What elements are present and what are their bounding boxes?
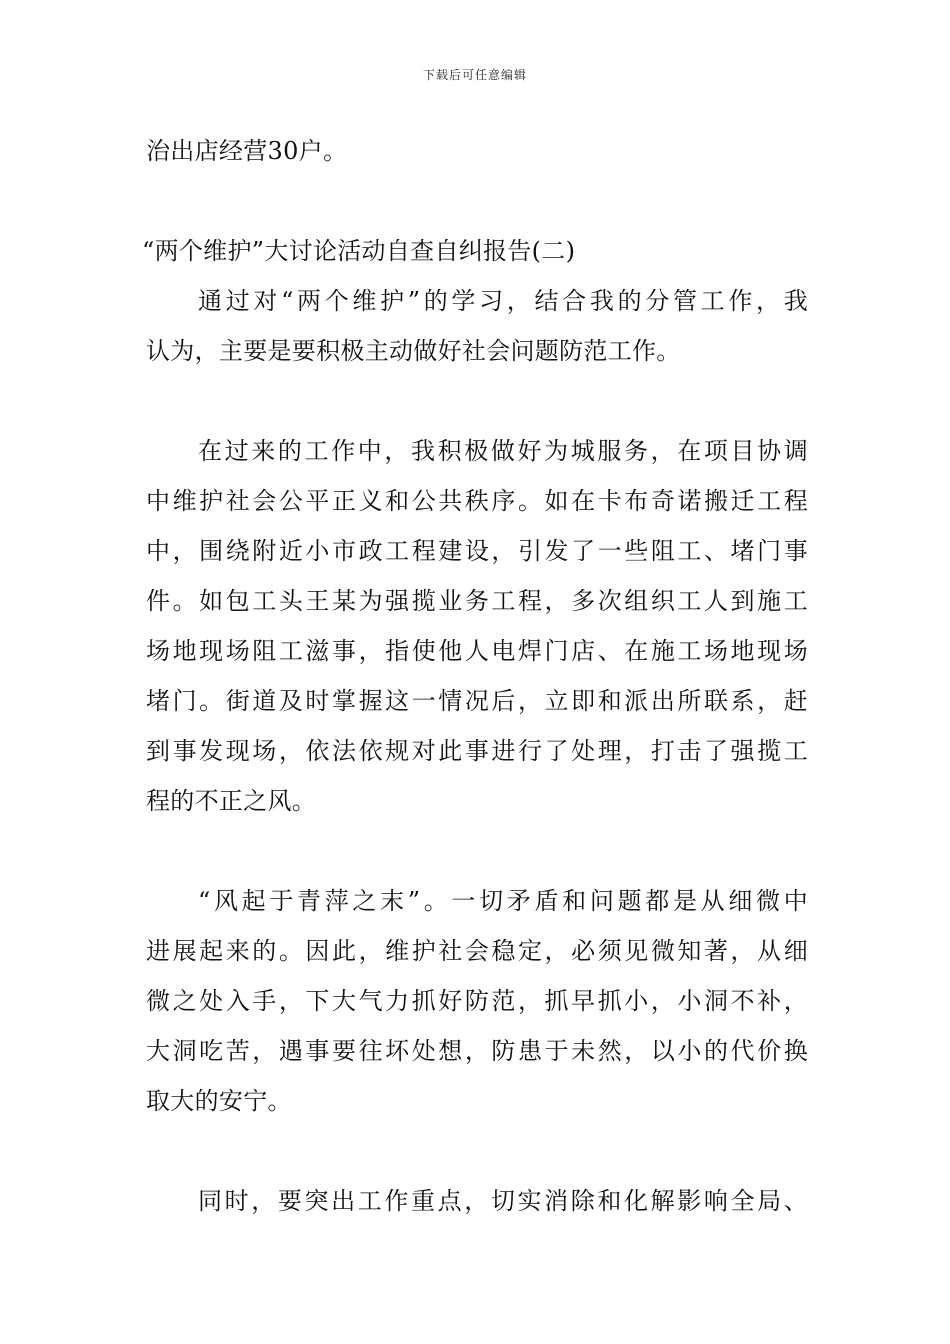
text-line: “风起于青萍之末”。一切矛盾和问题都是从细微中 xyxy=(198,887,808,915)
paragraph-3 xyxy=(146,876,808,1126)
text-line: 认为，主要是要积极主动做好社会问题防范工作。 xyxy=(146,337,681,365)
blank-line xyxy=(146,376,808,426)
page-header: 下载后可任意编辑 xyxy=(422,68,527,82)
text-line: 到事发现场，依法依规对此事进行了处理，打击了强揽工 xyxy=(146,737,808,765)
text-line: 微之处入手，下大气力抓好防范，抓早抓小，小洞不补， xyxy=(146,987,808,1015)
blank-line xyxy=(146,176,808,226)
text-line: 程的不正之风。 xyxy=(146,787,317,815)
blank-line xyxy=(146,826,808,876)
text-line: 进展起来的。因此，维护社会稳定，必须见微知著，从细 xyxy=(146,937,808,965)
blank-line xyxy=(146,1126,808,1176)
section-title: “两个维护”大讨论活动自查自纠报告(二) xyxy=(142,237,576,265)
document-body xyxy=(142,126,808,1226)
text-line: 同时，要突出工作重点，切实消除和化解影响全局、 xyxy=(198,1187,808,1215)
text-line: 大洞吃苦，遇事要往坏处想，防患于未然，以小的代价换 xyxy=(146,1037,808,1065)
text-line: 场地现场阻工滋事，指使他人电焊门店、在施工场地现场 xyxy=(146,637,808,665)
text-line: 通过对“两个维护”的学习，结合我的分管工作，我 xyxy=(198,287,808,315)
paragraph-4 xyxy=(146,1176,808,1226)
paragraph-2 xyxy=(146,426,808,826)
text-line: 治出店经营30户。 xyxy=(146,137,348,165)
paragraph-1 xyxy=(146,276,808,376)
text-line: 取大的安宁。 xyxy=(146,1087,292,1115)
text-line: 中维护社会公平正义和公共秩序。如在卡布奇诺搬迁工程 xyxy=(146,487,808,515)
text-line: 堵门。街道及时掌握这一情况后，立即和派出所联系，赶 xyxy=(146,687,808,715)
text-line: 件。如包工头王某为强揽业务工程，多次组织工人到施工 xyxy=(146,587,808,615)
text-line: 中，围绕附近小市政工程建设，引发了一些阻工、堵门事 xyxy=(146,537,808,565)
text-line: 在过来的工作中，我积极做好为城服务，在项目协调 xyxy=(198,437,808,465)
